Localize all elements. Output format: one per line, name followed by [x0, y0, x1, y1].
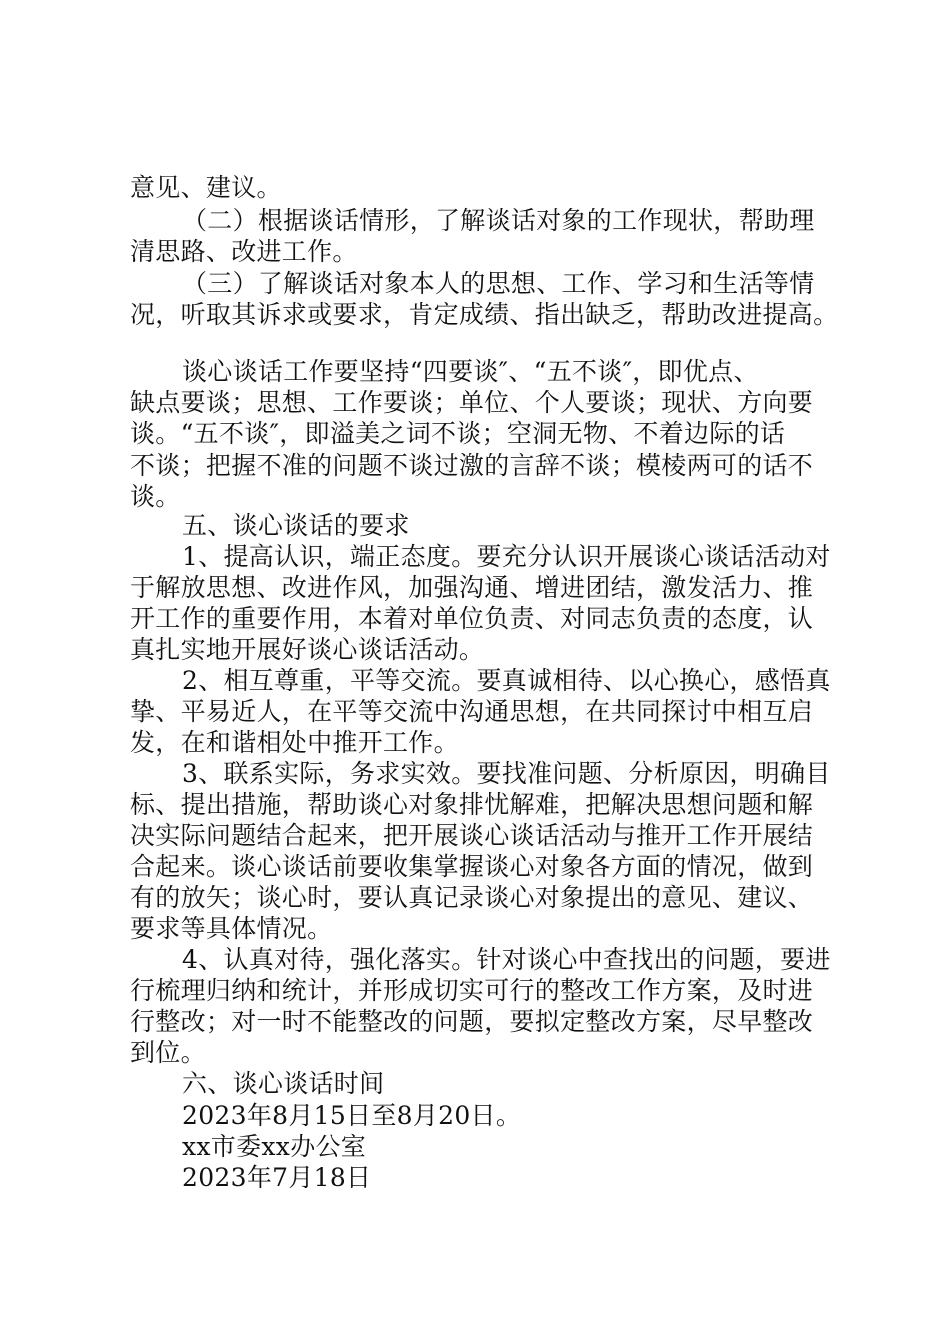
text-line: 1、提高认识，端正态度。要充分认识开展谈心谈话活动对 — [182, 542, 831, 571]
text-line: 挚、平易近人，在平等交流中沟通思想，在共同探讨中相互启 — [130, 697, 814, 726]
text-line: 有的放矢；谈心时，要认真记录谈心对象提出的意见、建议、 — [130, 883, 814, 912]
text-line: 清思路、改进工作。 — [130, 237, 358, 266]
text-line: 不谈；把握不准的问题不谈过激的言辞不谈；模棱两可的话不 — [130, 451, 814, 480]
text-line: 决实际问题结合起来，把开展谈心谈话活动与推开工作开展结 — [130, 821, 814, 850]
section-heading: 六、谈心谈话时间 — [182, 1069, 385, 1098]
text-line: 意见、建议。 — [130, 173, 282, 202]
text-line: 3、联系实际，务求实效。要找准问题、分析原因，明确目 — [182, 759, 831, 788]
text-line: （三）了解谈话对象本人的思想、工作、学习和生活等情 — [182, 269, 815, 298]
text-line: 缺点要谈；思想、工作要谈；单位、个人要谈；现状、方向要 — [130, 388, 814, 417]
text-line: 真扎实地开展好谈心谈话活动。 — [130, 635, 485, 664]
text-line: 行整改；对一时不能整改的问题，要拟定整改方案，尽早整改 — [130, 1007, 814, 1036]
text-line: 行梳理归纳和统计，并形成切实可行的整改工作方案，及时进 — [130, 976, 814, 1005]
text-line: 谈。 — [130, 482, 181, 511]
text-line: 况，听取其诉求或要求，肯定成绩、指出缺乏，帮助改进提高。 — [130, 300, 839, 329]
text-line: 4、认真对待，强化落实。针对谈心中查找出的问题，要进 — [182, 945, 831, 974]
text-line: 标、提出措施，帮助谈心对象排忧解难，把解决思想问题和解 — [130, 790, 814, 819]
text-line: （二）根据谈话情形，了解谈话对象的工作现状，帮助理 — [182, 206, 815, 235]
text-line: 开工作的重要作用，本着对单位负责、对同志负责的态度，认 — [130, 604, 814, 633]
text-line: 到位。 — [130, 1038, 206, 1067]
text-line: 谈心谈话工作要坚持“四要谈″、“五不谈″，即优点、 — [182, 357, 759, 386]
issuing-office: xx市委xx办公室 — [182, 1132, 367, 1161]
section-heading: 五、谈心谈话的要求 — [182, 511, 410, 540]
text-line: 于解放思想、改进作风，加强沟通、增进团结，激发活力、推 — [130, 573, 814, 602]
text-line: 2、相互尊重，平等交流。要真诚相待、以心换心，感悟真 — [182, 666, 831, 695]
text-line: 谈。“五不谈″，即溢美之词不谈；空洞无物、不着边际的话 — [130, 419, 786, 448]
issue-date: 2023年7月18日 — [182, 1163, 372, 1192]
date-range: 2023年8月15日至8月20日。 — [182, 1101, 522, 1130]
text-line: 发，在和谐相处中推开工作。 — [130, 728, 459, 757]
text-line: 要求等具体情况。 — [130, 914, 333, 943]
text-line: 合起来。谈心谈话前要收集掌握谈心对象各方面的情况，做到 — [130, 852, 814, 881]
